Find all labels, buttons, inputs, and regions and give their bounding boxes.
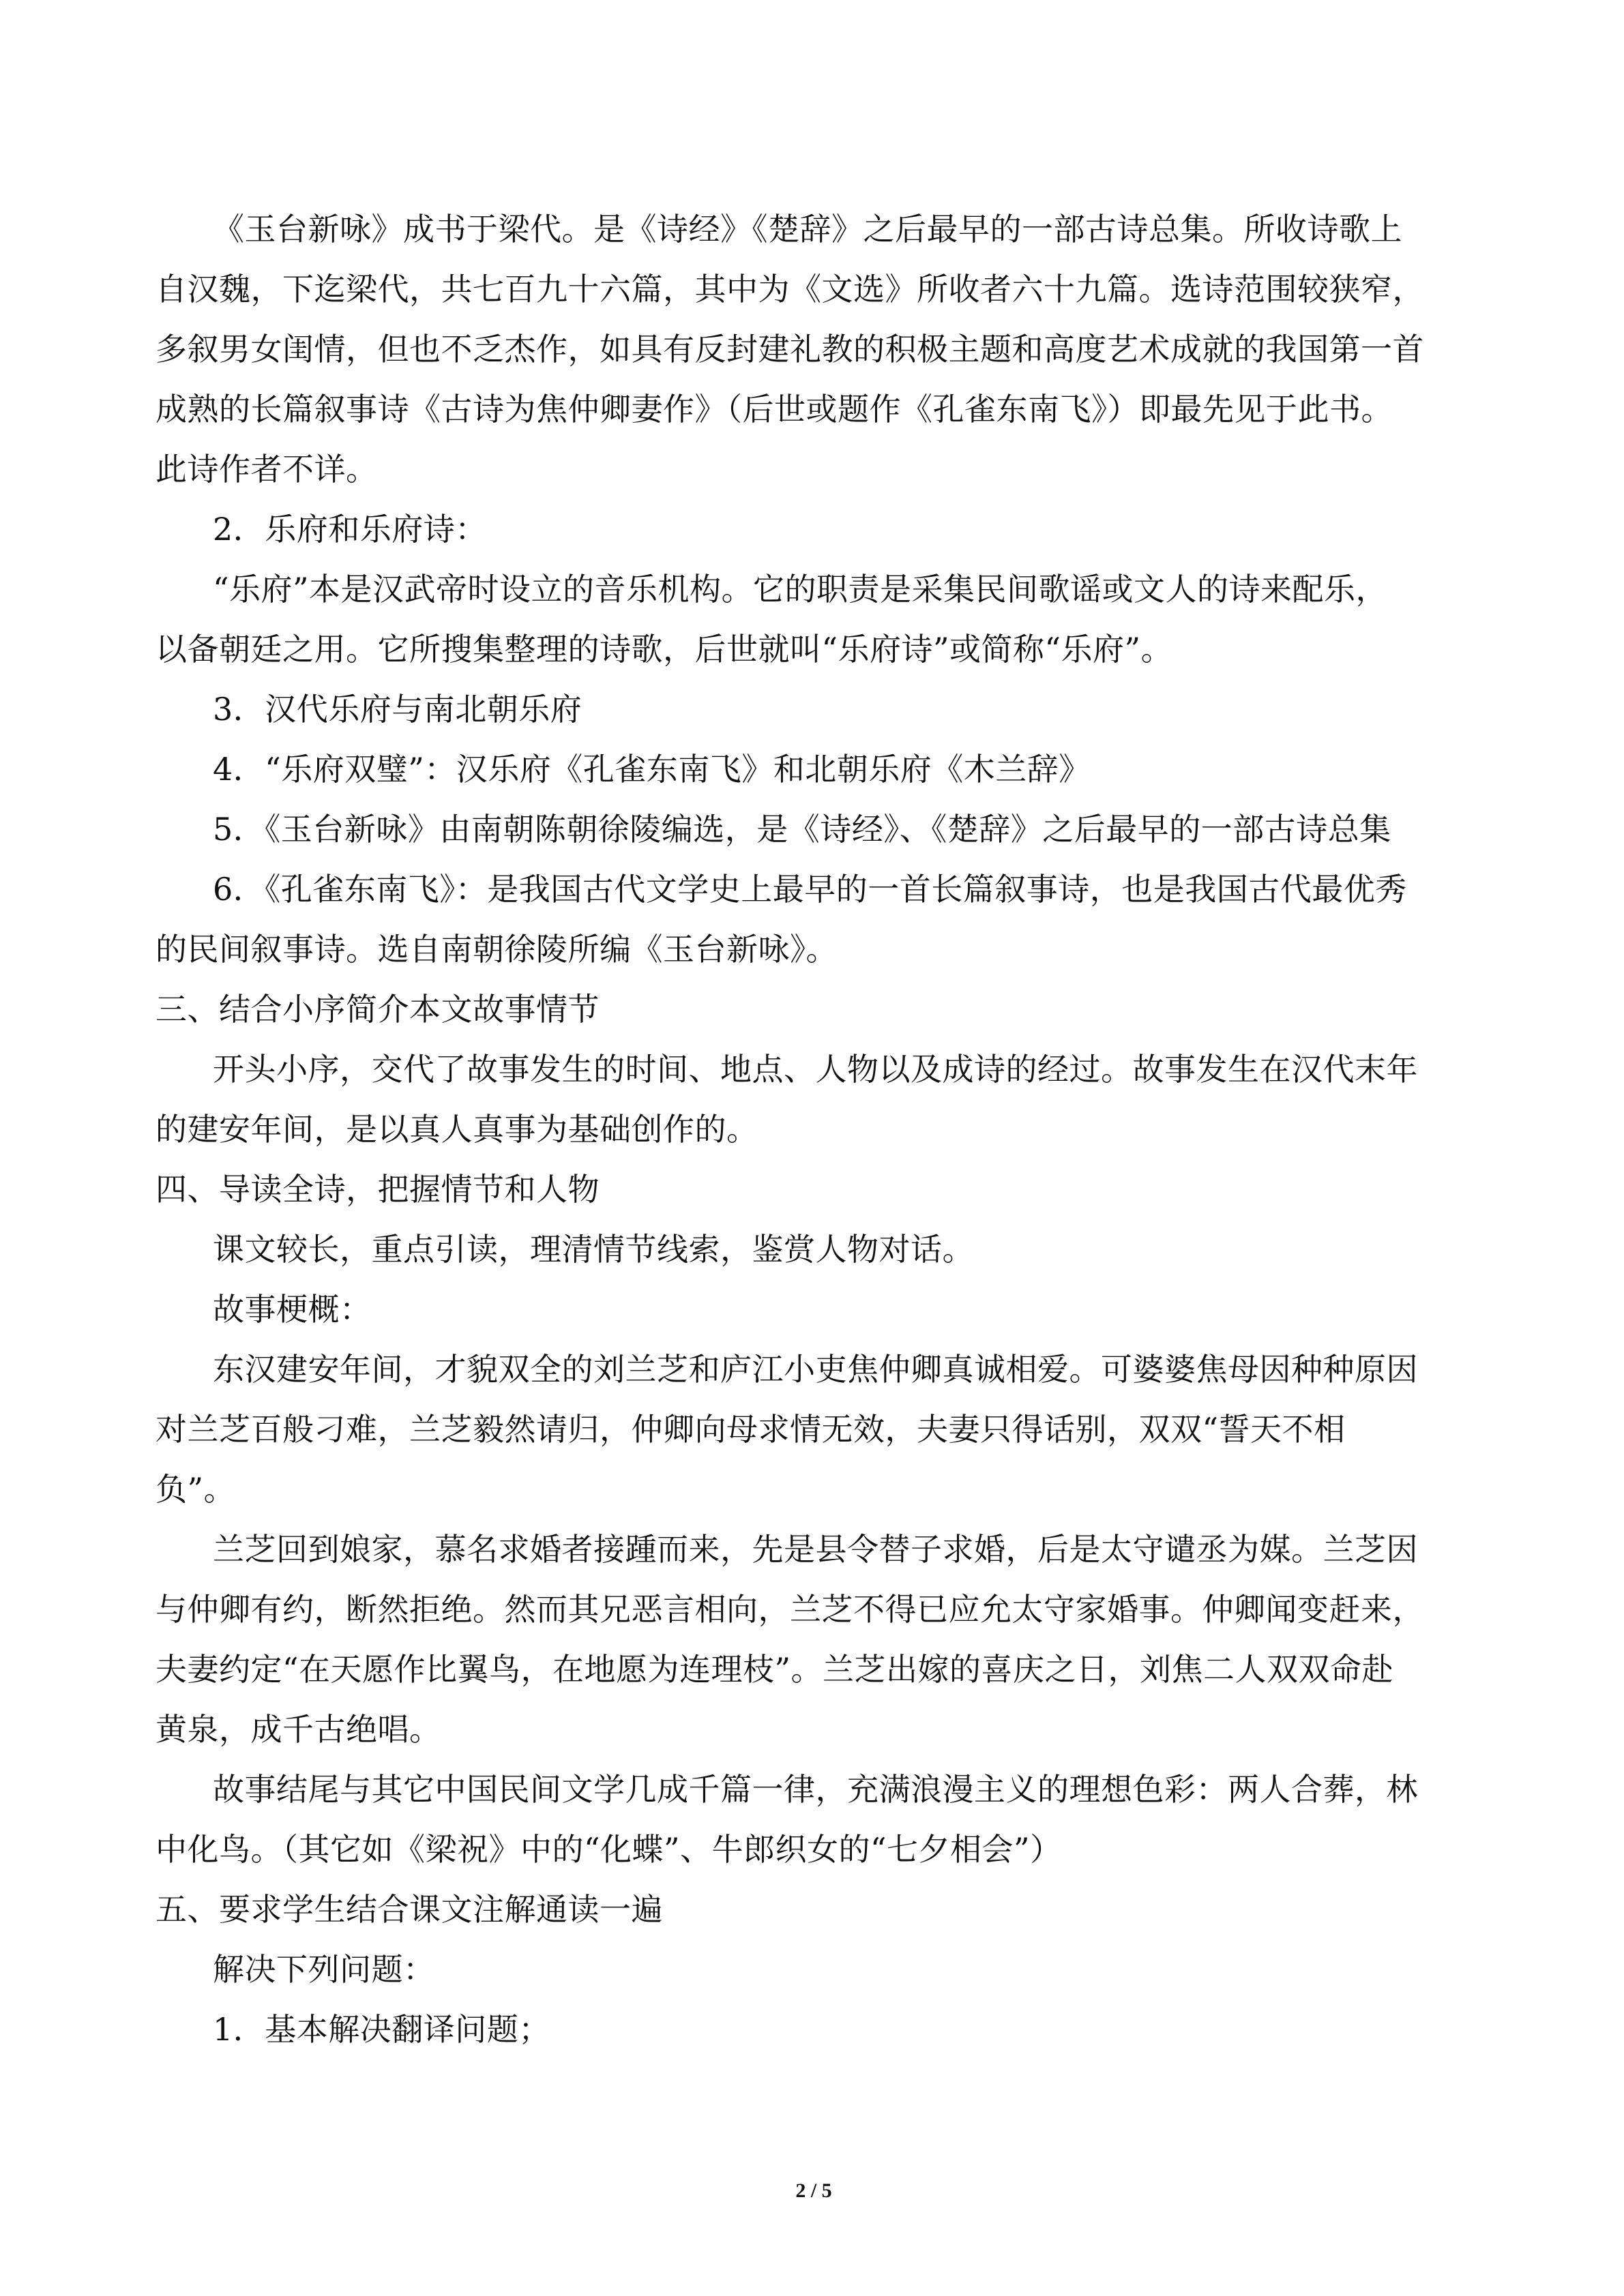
text-line-7: “乐府”本是汉武帝时设立的音乐机构。它的职责是采集民间歌谣或文人的诗来配乐， — [213, 571, 1388, 608]
text-line-15: 开头小序，交代了故事发生的时间、地点、人物以及成诗的经过。故事发生在汉代末年 — [213, 1051, 1418, 1088]
text-line-18: 课文较长，重点引读，理清情节线索，鉴赏人物对话。 — [213, 1231, 974, 1268]
numbered-item-5: 5．《玉台新咏》由南朝陈朝徐陵编选，是《诗经》、《楚辞》之后最早的一部古诗总集 — [213, 811, 1391, 848]
section-heading-3: 三、结合小序简介本文故事情节 — [156, 991, 600, 1028]
text-line-28: 中化鸟。（其它如《梁祝》中的“化蝶”、牛郎织女的“七夕相会”） — [156, 1831, 1062, 1868]
text-line-30: 解决下列问题： — [213, 1951, 435, 1988]
text-line-20: 东汉建安年间，才貌双全的刘兰芝和庐江小吏焦仲卿真诚相爱。可婆婆焦母因种种原因 — [213, 1351, 1418, 1388]
text-line-23: 兰芝回到娘家，慕名求婚者接踵而来，先是县令替子求婚，后是太守谴丞为媒。兰芝因 — [213, 1531, 1418, 1568]
text-line-1: 《玉台新咏》成书于梁代。是《诗经》《楚辞》之后最早的一部古诗总集。所收诗歌上 — [213, 211, 1402, 248]
numbered-item-4: 4．“乐府双璧”：汉乐府《孔雀东南飞》和北朝乐府《木兰辞》 — [213, 751, 1091, 788]
text-line-25: 夫妻约定“在天愿作比翼鸟，在地愿为连理枝”。兰芝出嫁的喜庆之日，刘焦二人双双命赴 — [156, 1651, 1394, 1688]
numbered-item-1: 1．基本解决翻译问题； — [213, 2011, 550, 2048]
text-line-16: 的建安年间，是以真人真事为基础创作的。 — [156, 1111, 758, 1148]
text-line-3: 多叙男女闺情，但也不乏杰作，如具有反封建礼教的积极主题和高度艺术成就的我国第一首 — [156, 331, 1424, 368]
text-line-4: 成熟的长篇叙事诗《古诗为焦仲卿妻作》（后世或题作《孔雀东南飞》）即最先见于此书。 — [156, 391, 1393, 428]
document-page — [156, 0, 1472, 2296]
text-line-13: 的民间叙事诗。选自南朝徐陵所编《玉台新咏》。 — [156, 931, 838, 968]
text-line-21: 对兰芝百般刁难，兰芝毅然请归，仲卿向母求情无效，夫妻只得话别，双双“誓天不相 — [156, 1411, 1346, 1448]
numbered-item-2: 2．乐府和乐府诗： — [213, 511, 487, 548]
section-heading-4: 四、导读全诗，把握情节和人物 — [156, 1171, 600, 1208]
section-heading-5: 五、要求学生结合课文注解通读一遍 — [156, 1891, 663, 1928]
page-number: 2 / 5 — [795, 2179, 832, 2202]
text-line-2: 自汉魏，下迄梁代，共七百九十六篇，其中为《文选》所收者六十九篇。选诗范围较狭窄， — [156, 271, 1424, 308]
text-line-26: 黄泉，成千古绝唱。 — [156, 1711, 441, 1748]
text-line-19: 故事梗概： — [213, 1291, 372, 1328]
text-line-27: 故事结尾与其它中国民间文学几成千篇一律，充满浪漫主义的理想色彩：两人合葬，林 — [213, 1771, 1418, 1808]
text-line-8: 以备朝廷之用。它所搜集整理的诗歌，后世就叫“乐府诗”或简称“乐府”。 — [156, 631, 1173, 668]
numbered-item-3: 3．汉代乐府与南北朝乐府 — [213, 691, 582, 728]
text-line-5: 此诗作者不详。 — [156, 451, 378, 488]
numbered-item-6: 6．《孔雀东南飞》：是我国古代文学史上最早的一首长篇叙事诗，也是我国古代最优秀 — [213, 871, 1407, 908]
text-line-24: 与仲卿有约，断然拒绝。然而其兄恶言相向，兰芝不得已应允太守家婚事。仲卿闻变赶来， — [156, 1591, 1424, 1628]
text-line-22: 负”。 — [156, 1471, 236, 1508]
